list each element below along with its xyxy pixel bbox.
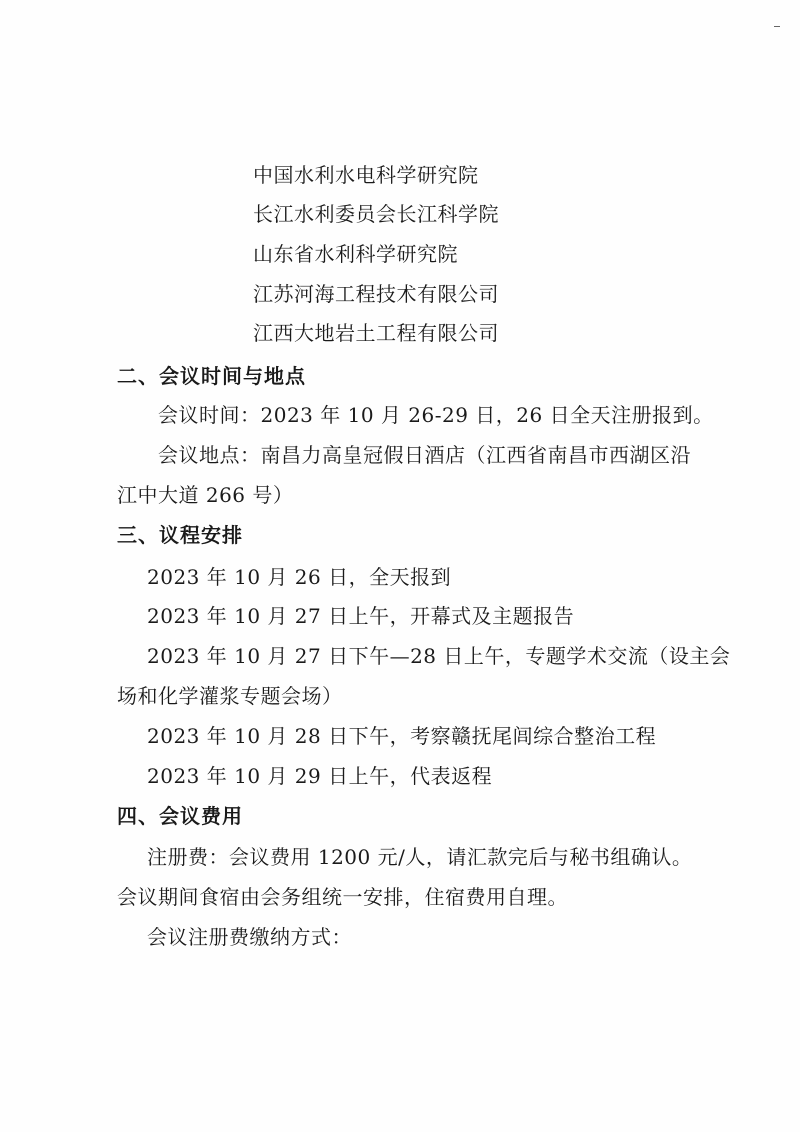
agenda-item: 2023 年 10 月 28 日下午，考察赣抚尾闾综合整治工程 <box>147 724 657 748</box>
agenda-item-cont: 场和化学灌浆专题会场） <box>117 684 343 708</box>
registration-fee-text: 注册费：会议费用 1200 元/人，请汇款完后与秘书组确认。 <box>147 845 693 869</box>
meeting-location-text-cont: 江中大道 266 号） <box>117 483 294 507</box>
agenda-item: 2023 年 10 月 29 日上午，代表返程 <box>147 764 493 788</box>
agenda-item: 2023 年 10 月 27 日上午，开幕式及主题报告 <box>147 604 575 628</box>
accommodation-text: 会议期间食宿由会务组统一安排，住宿费用自理。 <box>117 885 568 909</box>
organizer-item: 江苏河海工程技术有限公司 <box>253 282 499 306</box>
organizer-item: 江西大地岩土工程有限公司 <box>253 321 499 345</box>
organizer-item: 长江水利委员会长江科学院 <box>253 202 499 226</box>
page-edge-mark <box>774 26 780 27</box>
section-heading-time-location: 二、会议时间与地点 <box>117 364 306 388</box>
agenda-item: 2023 年 10 月 26 日，全天报到 <box>147 565 452 589</box>
meeting-location-text: 会议地点：南昌力高皇冠假日酒店（江西省南昌市西湖区沿 <box>158 443 691 467</box>
section-heading-agenda: 三、议程安排 <box>117 523 243 547</box>
organizer-item: 山东省水利科学研究院 <box>253 242 458 266</box>
agenda-item: 2023 年 10 月 27 日下午—28 日上午，专题学术交流（设主会 <box>147 644 731 668</box>
payment-method-label: 会议注册费缴纳方式： <box>147 925 352 949</box>
section-heading-fees: 四、会议费用 <box>117 804 243 828</box>
organizer-item: 中国水利水电科学研究院 <box>253 163 479 187</box>
meeting-time-text: 会议时间：2023 年 10 月 26-29 日，26 日全天注册报到。 <box>158 403 714 427</box>
